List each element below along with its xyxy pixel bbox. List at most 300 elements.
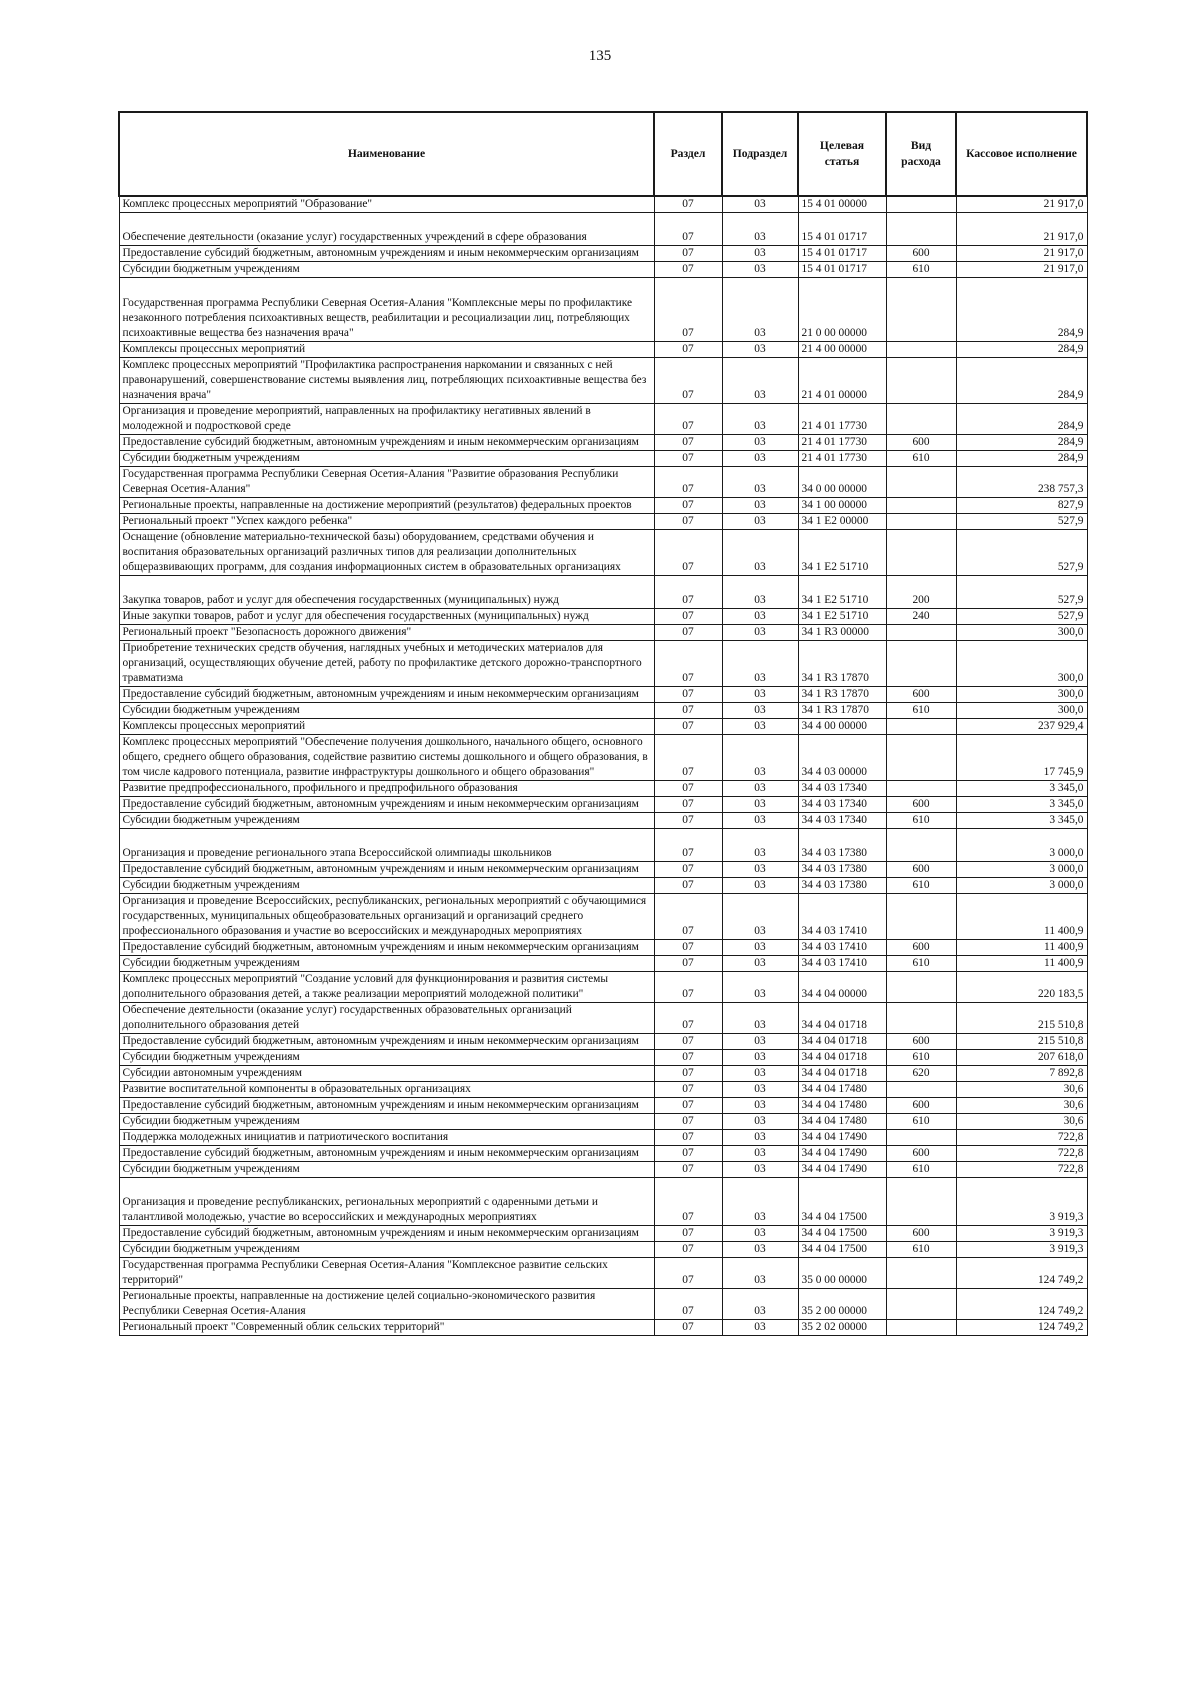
cell-expense-type bbox=[886, 894, 956, 940]
cell-expense-type: 600 bbox=[886, 1146, 956, 1162]
table-row bbox=[119, 342, 1087, 358]
cell-expense-type bbox=[886, 404, 956, 435]
cell-cash-execution: 3 000,0 bbox=[956, 878, 1087, 894]
table-row bbox=[119, 703, 1087, 719]
header-subsection: Подраздел bbox=[722, 112, 798, 196]
cell-target-article: 34 4 04 17480 bbox=[798, 1098, 886, 1114]
cell-cash-execution: 722,8 bbox=[956, 1130, 1087, 1146]
cell-name: Региональный проект "Современный облик сельских территорий" bbox=[119, 1320, 654, 1336]
table-body bbox=[119, 196, 1087, 1336]
cell-section: 07 bbox=[654, 1050, 722, 1066]
cell-section: 07 bbox=[654, 1034, 722, 1050]
cell-name: Государственная программа Республики Северная Осетия-Алания "Комплексное развитие сельских территорий" bbox=[119, 1258, 654, 1289]
cell-subsection: 03 bbox=[722, 1066, 798, 1082]
cell-subsection: 03 bbox=[722, 1226, 798, 1242]
cell-subsection: 03 bbox=[722, 514, 798, 530]
cell-name: Развитие предпрофессионального, профильного и предпрофильного образования bbox=[119, 781, 654, 797]
cell-cash-execution: 527,9 bbox=[956, 576, 1087, 609]
cell-subsection: 03 bbox=[722, 1289, 798, 1320]
cell-name: Организация и проведение Всероссийских, республиканских, региональных мероприятий с обучающимися государственных, муниципальных общеобразовательных организаций и организаций среднего профессионального образования и участие во всероссийских и международных мероприятиях bbox=[119, 894, 654, 940]
cell-section: 07 bbox=[654, 1258, 722, 1289]
cell-expense-type: 610 bbox=[886, 813, 956, 829]
cell-subsection: 03 bbox=[722, 213, 798, 246]
cell-subsection: 03 bbox=[722, 703, 798, 719]
cell-cash-execution: 300,0 bbox=[956, 687, 1087, 703]
cell-target-article: 34 4 03 17340 bbox=[798, 797, 886, 813]
cell-cash-execution: 3 919,3 bbox=[956, 1242, 1087, 1258]
cell-name: Региональный проект "Успех каждого ребенка" bbox=[119, 514, 654, 530]
cell-expense-type bbox=[886, 719, 956, 735]
cell-expense-type: 600 bbox=[886, 687, 956, 703]
table-row bbox=[119, 514, 1087, 530]
cell-name: Предоставление субсидий бюджетным, автономным учреждениям и иным некоммерческим организациям bbox=[119, 1146, 654, 1162]
cell-cash-execution: 527,9 bbox=[956, 530, 1087, 576]
cell-expense-type: 610 bbox=[886, 1050, 956, 1066]
cell-expense-type: 610 bbox=[886, 262, 956, 278]
cell-cash-execution: 11 400,9 bbox=[956, 894, 1087, 940]
cell-target-article: 34 1 R3 00000 bbox=[798, 625, 886, 641]
cell-name: Развитие воспитательной компоненты в образовательных организациях bbox=[119, 1082, 654, 1098]
header-name: Наименование bbox=[119, 112, 654, 196]
cell-expense-type: 610 bbox=[886, 1114, 956, 1130]
cell-name: Организация и проведение регионального этапа Всероссийской олимпиады школьников bbox=[119, 829, 654, 862]
cell-target-article: 21 4 01 17730 bbox=[798, 451, 886, 467]
cell-target-article: 34 4 04 17500 bbox=[798, 1226, 886, 1242]
cell-name: Предоставление субсидий бюджетным, автономным учреждениям и иным некоммерческим организациям bbox=[119, 1034, 654, 1050]
cell-target-article: 34 1 R3 17870 bbox=[798, 687, 886, 703]
cell-expense-type: 600 bbox=[886, 246, 956, 262]
cell-target-article: 34 4 03 17410 bbox=[798, 956, 886, 972]
table-row bbox=[119, 213, 1087, 246]
cell-name: Оснащение (обновление материально-технической базы) оборудованием, средствами обучения и воспитания образовательных организаций различных типов для реализации дополнительных общеразвивающих программ, для создания информационных систем в образовательных организациях bbox=[119, 530, 654, 576]
cell-target-article: 34 1 E2 51710 bbox=[798, 530, 886, 576]
cell-expense-type bbox=[886, 972, 956, 1003]
cell-target-article: 21 4 00 00000 bbox=[798, 342, 886, 358]
cell-expense-type: 600 bbox=[886, 435, 956, 451]
cell-target-article: 34 4 04 00000 bbox=[798, 972, 886, 1003]
cell-target-article: 34 4 04 01718 bbox=[798, 1066, 886, 1082]
cell-name: Предоставление субсидий бюджетным, автономным учреждениям и иным некоммерческим организациям bbox=[119, 435, 654, 451]
cell-cash-execution: 3 345,0 bbox=[956, 797, 1087, 813]
cell-name: Государственная программа Республики Северная Осетия-Алания "Комплексные меры по профилактике незаконного потребления психоактивных веществ, реабилитации и ресоциализации лиц, потребляющих психоактивные вещества без назначения врача" bbox=[119, 278, 654, 342]
cell-section: 07 bbox=[654, 451, 722, 467]
table-row bbox=[119, 467, 1087, 498]
cell-cash-execution: 3 345,0 bbox=[956, 781, 1087, 797]
table-row bbox=[119, 358, 1087, 404]
cell-section: 07 bbox=[654, 435, 722, 451]
cell-cash-execution: 237 929,4 bbox=[956, 719, 1087, 735]
cell-section: 07 bbox=[654, 609, 722, 625]
cell-section: 07 bbox=[654, 797, 722, 813]
cell-section: 07 bbox=[654, 1003, 722, 1034]
cell-target-article: 34 4 03 17410 bbox=[798, 894, 886, 940]
cell-target-article: 34 4 04 01718 bbox=[798, 1003, 886, 1034]
cell-cash-execution: 284,9 bbox=[956, 435, 1087, 451]
cell-expense-type: 600 bbox=[886, 940, 956, 956]
cell-section: 07 bbox=[654, 467, 722, 498]
cell-name: Предоставление субсидий бюджетным, автономным учреждениям и иным некоммерческим организациям bbox=[119, 797, 654, 813]
cell-expense-type bbox=[886, 781, 956, 797]
cell-subsection: 03 bbox=[722, 196, 798, 213]
cell-expense-type bbox=[886, 498, 956, 514]
cell-cash-execution: 30,6 bbox=[956, 1098, 1087, 1114]
cell-name: Региональные проекты, направленные на достижение мероприятий (результатов) федеральных проектов bbox=[119, 498, 654, 514]
cell-section: 07 bbox=[654, 641, 722, 687]
cell-expense-type bbox=[886, 1289, 956, 1320]
table-row bbox=[119, 940, 1087, 956]
cell-cash-execution: 21 917,0 bbox=[956, 213, 1087, 246]
cell-expense-type: 610 bbox=[886, 451, 956, 467]
cell-name: Субсидии бюджетным учреждениям bbox=[119, 703, 654, 719]
cell-section: 07 bbox=[654, 1289, 722, 1320]
table-row bbox=[119, 530, 1087, 576]
cell-section: 07 bbox=[654, 1114, 722, 1130]
table-row bbox=[119, 1114, 1087, 1130]
cell-cash-execution: 284,9 bbox=[956, 451, 1087, 467]
cell-target-article: 21 4 01 17730 bbox=[798, 404, 886, 435]
table-row bbox=[119, 972, 1087, 1003]
cell-expense-type: 620 bbox=[886, 1066, 956, 1082]
cell-subsection: 03 bbox=[722, 498, 798, 514]
cell-section: 07 bbox=[654, 1130, 722, 1146]
table-row bbox=[119, 435, 1087, 451]
cell-section: 07 bbox=[654, 576, 722, 609]
cell-subsection: 03 bbox=[722, 862, 798, 878]
cell-section: 07 bbox=[654, 213, 722, 246]
cell-subsection: 03 bbox=[722, 609, 798, 625]
cell-subsection: 03 bbox=[722, 1098, 798, 1114]
cell-expense-type: 600 bbox=[886, 1098, 956, 1114]
table-row bbox=[119, 609, 1087, 625]
cell-target-article: 15 4 01 00000 bbox=[798, 196, 886, 213]
cell-name: Комплексы процессных мероприятий bbox=[119, 342, 654, 358]
cell-name: Государственная программа Республики Северная Осетия-Алания "Развитие образования Республики Северная Осетия-Алания" bbox=[119, 467, 654, 498]
cell-subsection: 03 bbox=[722, 1242, 798, 1258]
cell-name: Предоставление субсидий бюджетным, автономным учреждениям и иным некоммерческим организациям bbox=[119, 940, 654, 956]
header-section: Раздел bbox=[654, 112, 722, 196]
cell-subsection: 03 bbox=[722, 246, 798, 262]
cell-section: 07 bbox=[654, 1242, 722, 1258]
cell-subsection: 03 bbox=[722, 719, 798, 735]
cell-cash-execution: 722,8 bbox=[956, 1162, 1087, 1178]
cell-subsection: 03 bbox=[722, 358, 798, 404]
cell-section: 07 bbox=[654, 196, 722, 213]
cell-expense-type bbox=[886, 514, 956, 530]
table-row bbox=[119, 1098, 1087, 1114]
cell-expense-type bbox=[886, 530, 956, 576]
cell-expense-type bbox=[886, 1320, 956, 1336]
cell-target-article: 15 4 01 01717 bbox=[798, 213, 886, 246]
cell-section: 07 bbox=[654, 894, 722, 940]
cell-expense-type bbox=[886, 358, 956, 404]
cell-subsection: 03 bbox=[722, 1082, 798, 1098]
table-row bbox=[119, 813, 1087, 829]
cell-section: 07 bbox=[654, 878, 722, 894]
cell-target-article: 21 4 01 00000 bbox=[798, 358, 886, 404]
cell-cash-execution: 300,0 bbox=[956, 641, 1087, 687]
cell-subsection: 03 bbox=[722, 404, 798, 435]
cell-section: 07 bbox=[654, 498, 722, 514]
cell-expense-type bbox=[886, 278, 956, 342]
cell-target-article: 34 4 04 17500 bbox=[798, 1242, 886, 1258]
cell-subsection: 03 bbox=[722, 625, 798, 641]
cell-expense-type bbox=[886, 196, 956, 213]
cell-name: Комплекс процессных мероприятий "Профилактика распространения наркомании и связанных с ней правонарушений, совершенствование системы выявления лиц, потребляющих психоактивные вещества без назначения врача" bbox=[119, 358, 654, 404]
cell-subsection: 03 bbox=[722, 1162, 798, 1178]
header-cash-execution: Кассовое исполнение bbox=[956, 112, 1087, 196]
cell-subsection: 03 bbox=[722, 530, 798, 576]
cell-name: Субсидии бюджетным учреждениям bbox=[119, 1242, 654, 1258]
cell-expense-type: 610 bbox=[886, 1162, 956, 1178]
header-expense-type: Вид расхода bbox=[886, 112, 956, 196]
cell-section: 07 bbox=[654, 625, 722, 641]
cell-expense-type: 610 bbox=[886, 703, 956, 719]
cell-cash-execution: 238 757,3 bbox=[956, 467, 1087, 498]
cell-target-article: 34 4 03 17380 bbox=[798, 862, 886, 878]
table-row bbox=[119, 1226, 1087, 1242]
cell-target-article: 35 0 00 00000 bbox=[798, 1258, 886, 1289]
table-row bbox=[119, 1178, 1087, 1226]
cell-subsection: 03 bbox=[722, 467, 798, 498]
table-row bbox=[119, 956, 1087, 972]
table-row bbox=[119, 719, 1087, 735]
cell-cash-execution: 3 919,3 bbox=[956, 1226, 1087, 1242]
cell-subsection: 03 bbox=[722, 940, 798, 956]
cell-subsection: 03 bbox=[722, 1178, 798, 1226]
cell-name: Субсидии бюджетным учреждениям bbox=[119, 1114, 654, 1130]
cell-name: Обеспечение деятельности (оказание услуг) государственных учреждений в сфере образования bbox=[119, 213, 654, 246]
cell-expense-type: 240 bbox=[886, 609, 956, 625]
table-row bbox=[119, 1130, 1087, 1146]
cell-name: Иные закупки товаров, работ и услуг для обеспечения государственных (муниципальных) нужд bbox=[119, 609, 654, 625]
cell-cash-execution: 21 917,0 bbox=[956, 196, 1087, 213]
cell-cash-execution: 220 183,5 bbox=[956, 972, 1087, 1003]
cell-target-article: 34 4 03 17380 bbox=[798, 829, 886, 862]
cell-expense-type bbox=[886, 735, 956, 781]
table-row bbox=[119, 404, 1087, 435]
cell-section: 07 bbox=[654, 862, 722, 878]
cell-name: Предоставление субсидий бюджетным, автономным учреждениям и иным некоммерческим организациям bbox=[119, 687, 654, 703]
cell-name: Организация и проведение мероприятий, направленных на профилактику негативных явлений в молодежной и подростковой среде bbox=[119, 404, 654, 435]
cell-target-article: 34 4 03 17340 bbox=[798, 781, 886, 797]
cell-name: Предоставление субсидий бюджетным, автономным учреждениям и иным некоммерческим организациям bbox=[119, 1098, 654, 1114]
cell-target-article: 35 2 02 00000 bbox=[798, 1320, 886, 1336]
cell-target-article: 21 4 01 17730 bbox=[798, 435, 886, 451]
cell-target-article: 34 4 00 00000 bbox=[798, 719, 886, 735]
cell-subsection: 03 bbox=[722, 262, 798, 278]
cell-section: 07 bbox=[654, 358, 722, 404]
table-row bbox=[119, 498, 1087, 514]
table-row bbox=[119, 576, 1087, 609]
table-row bbox=[119, 781, 1087, 797]
cell-name: Субсидии бюджетным учреждениям bbox=[119, 451, 654, 467]
cell-subsection: 03 bbox=[722, 781, 798, 797]
cell-name: Приобретение технических средств обучения, наглядных учебных и методических материалов для организаций, осуществляющих обучение детей, работу по профилактике детского дорожно-транспортного травматизма bbox=[119, 641, 654, 687]
cell-expense-type bbox=[886, 641, 956, 687]
cell-cash-execution: 215 510,8 bbox=[956, 1034, 1087, 1050]
cell-section: 07 bbox=[654, 1082, 722, 1098]
cell-expense-type: 610 bbox=[886, 1242, 956, 1258]
cell-cash-execution: 284,9 bbox=[956, 342, 1087, 358]
table-row bbox=[119, 1146, 1087, 1162]
cell-target-article: 15 4 01 01717 bbox=[798, 246, 886, 262]
table-row bbox=[119, 735, 1087, 781]
cell-expense-type bbox=[886, 1082, 956, 1098]
cell-name: Комплекс процессных мероприятий "Образование" bbox=[119, 196, 654, 213]
page-number: 135 bbox=[588, 48, 612, 64]
table-row bbox=[119, 641, 1087, 687]
cell-cash-execution: 284,9 bbox=[956, 404, 1087, 435]
cell-target-article: 34 4 03 00000 bbox=[798, 735, 886, 781]
cell-expense-type bbox=[886, 213, 956, 246]
cell-section: 07 bbox=[654, 262, 722, 278]
cell-subsection: 03 bbox=[722, 641, 798, 687]
cell-cash-execution: 300,0 bbox=[956, 625, 1087, 641]
cell-expense-type: 200 bbox=[886, 576, 956, 609]
cell-target-article: 34 4 03 17410 bbox=[798, 940, 886, 956]
cell-subsection: 03 bbox=[722, 1034, 798, 1050]
cell-expense-type: 600 bbox=[886, 797, 956, 813]
table-header bbox=[119, 112, 1087, 196]
cell-section: 07 bbox=[654, 1320, 722, 1336]
cell-subsection: 03 bbox=[722, 1320, 798, 1336]
header-target-article: Целевая статья bbox=[798, 112, 886, 196]
cell-subsection: 03 bbox=[722, 735, 798, 781]
cell-name: Комплексы процессных мероприятий bbox=[119, 719, 654, 735]
cell-expense-type: 600 bbox=[886, 1226, 956, 1242]
cell-subsection: 03 bbox=[722, 1130, 798, 1146]
cell-subsection: 03 bbox=[722, 829, 798, 862]
cell-name: Комплекс процессных мероприятий "Создание условий для функционирования и развития системы дополнительного образования детей, а также реализации мероприятий молодежной политики" bbox=[119, 972, 654, 1003]
cell-cash-execution: 207 618,0 bbox=[956, 1050, 1087, 1066]
table-row bbox=[119, 829, 1087, 862]
cell-cash-execution: 284,9 bbox=[956, 278, 1087, 342]
cell-section: 07 bbox=[654, 829, 722, 862]
cell-subsection: 03 bbox=[722, 972, 798, 1003]
cell-section: 07 bbox=[654, 813, 722, 829]
cell-section: 07 bbox=[654, 278, 722, 342]
cell-expense-type bbox=[886, 829, 956, 862]
cell-cash-execution: 3 000,0 bbox=[956, 862, 1087, 878]
cell-section: 07 bbox=[654, 1066, 722, 1082]
cell-section: 07 bbox=[654, 1146, 722, 1162]
cell-section: 07 bbox=[654, 703, 722, 719]
cell-section: 07 bbox=[654, 940, 722, 956]
cell-cash-execution: 17 745,9 bbox=[956, 735, 1087, 781]
cell-name: Субсидии бюджетным учреждениям bbox=[119, 813, 654, 829]
table-row bbox=[119, 1050, 1087, 1066]
table-row bbox=[119, 1242, 1087, 1258]
cell-name: Организация и проведение республиканских, региональных мероприятий с одаренными детьми и талантливой молодежью, участие во всероссийских и международных мероприятиях bbox=[119, 1178, 654, 1226]
cell-section: 07 bbox=[654, 687, 722, 703]
cell-expense-type: 610 bbox=[886, 878, 956, 894]
cell-section: 07 bbox=[654, 719, 722, 735]
table-row bbox=[119, 1320, 1087, 1336]
cell-name: Предоставление субсидий бюджетным, автономным учреждениям и иным некоммерческим организациям bbox=[119, 862, 654, 878]
cell-section: 07 bbox=[654, 972, 722, 1003]
cell-target-article: 34 1 E2 51710 bbox=[798, 609, 886, 625]
cell-name: Субсидии бюджетным учреждениям bbox=[119, 1050, 654, 1066]
cell-section: 07 bbox=[654, 514, 722, 530]
table-row bbox=[119, 196, 1087, 213]
cell-name: Региональный проект "Безопасность дорожного движения" bbox=[119, 625, 654, 641]
cell-cash-execution: 30,6 bbox=[956, 1114, 1087, 1130]
table-row bbox=[119, 797, 1087, 813]
cell-name: Субсидии бюджетным учреждениям bbox=[119, 956, 654, 972]
cell-target-article: 34 1 E2 00000 bbox=[798, 514, 886, 530]
cell-section: 07 bbox=[654, 1098, 722, 1114]
cell-subsection: 03 bbox=[722, 278, 798, 342]
cell-section: 07 bbox=[654, 956, 722, 972]
cell-subsection: 03 bbox=[722, 956, 798, 972]
cell-subsection: 03 bbox=[722, 576, 798, 609]
cell-cash-execution: 3 000,0 bbox=[956, 829, 1087, 862]
cell-cash-execution: 21 917,0 bbox=[956, 246, 1087, 262]
table-row bbox=[119, 246, 1087, 262]
cell-cash-execution: 11 400,9 bbox=[956, 940, 1087, 956]
cell-name: Комплекс процессных мероприятий "Обеспечение получения дошкольного, начального общего, основного общего, среднего общего образования, содействие развитию системы дошкольного и общего образования, в том числе кадрового потенциала, развитие инфраструктуры дошкольного и общего образования" bbox=[119, 735, 654, 781]
table-row bbox=[119, 878, 1087, 894]
cell-cash-execution: 30,6 bbox=[956, 1082, 1087, 1098]
cell-section: 07 bbox=[654, 404, 722, 435]
cell-cash-execution: 124 749,2 bbox=[956, 1258, 1087, 1289]
cell-cash-execution: 527,9 bbox=[956, 514, 1087, 530]
cell-cash-execution: 3 919,3 bbox=[956, 1178, 1087, 1226]
cell-section: 07 bbox=[654, 1226, 722, 1242]
cell-cash-execution: 21 917,0 bbox=[956, 262, 1087, 278]
cell-name: Субсидии бюджетным учреждениям bbox=[119, 262, 654, 278]
cell-name: Закупка товаров, работ и услуг для обеспечения государственных (муниципальных) нужд bbox=[119, 576, 654, 609]
cell-cash-execution: 300,0 bbox=[956, 703, 1087, 719]
table-row bbox=[119, 687, 1087, 703]
cell-expense-type: 600 bbox=[886, 1034, 956, 1050]
cell-section: 07 bbox=[654, 246, 722, 262]
cell-target-article: 34 4 03 17380 bbox=[798, 878, 886, 894]
cell-cash-execution: 7 892,8 bbox=[956, 1066, 1087, 1082]
cell-subsection: 03 bbox=[722, 797, 798, 813]
cell-target-article: 21 0 00 00000 bbox=[798, 278, 886, 342]
cell-target-article: 35 2 00 00000 bbox=[798, 1289, 886, 1320]
table-row bbox=[119, 1289, 1087, 1320]
cell-subsection: 03 bbox=[722, 1003, 798, 1034]
cell-cash-execution: 284,9 bbox=[956, 358, 1087, 404]
cell-name: Субсидии бюджетным учреждениям bbox=[119, 1162, 654, 1178]
cell-target-article: 34 1 00 00000 bbox=[798, 498, 886, 514]
cell-subsection: 03 bbox=[722, 1114, 798, 1130]
cell-subsection: 03 bbox=[722, 1258, 798, 1289]
cell-cash-execution: 124 749,2 bbox=[956, 1289, 1087, 1320]
cell-expense-type bbox=[886, 342, 956, 358]
cell-name: Региональные проекты, направленные на достижение целей социально-экономического развития Республики Северная Осетия-Алания bbox=[119, 1289, 654, 1320]
cell-expense-type bbox=[886, 625, 956, 641]
table-row bbox=[119, 862, 1087, 878]
cell-target-article: 34 4 04 01718 bbox=[798, 1034, 886, 1050]
cell-target-article: 34 4 04 17480 bbox=[798, 1114, 886, 1130]
table-row bbox=[119, 1258, 1087, 1289]
cell-expense-type: 610 bbox=[886, 956, 956, 972]
cell-target-article: 15 4 01 01717 bbox=[798, 262, 886, 278]
cell-target-article: 34 4 03 17340 bbox=[798, 813, 886, 829]
table-row bbox=[119, 1082, 1087, 1098]
cell-section: 07 bbox=[654, 530, 722, 576]
table-row bbox=[119, 894, 1087, 940]
cell-target-article: 34 1 R3 17870 bbox=[798, 703, 886, 719]
table-row bbox=[119, 1034, 1087, 1050]
cell-section: 07 bbox=[654, 1178, 722, 1226]
cell-cash-execution: 11 400,9 bbox=[956, 956, 1087, 972]
cell-cash-execution: 3 345,0 bbox=[956, 813, 1087, 829]
cell-target-article: 34 0 00 00000 bbox=[798, 467, 886, 498]
